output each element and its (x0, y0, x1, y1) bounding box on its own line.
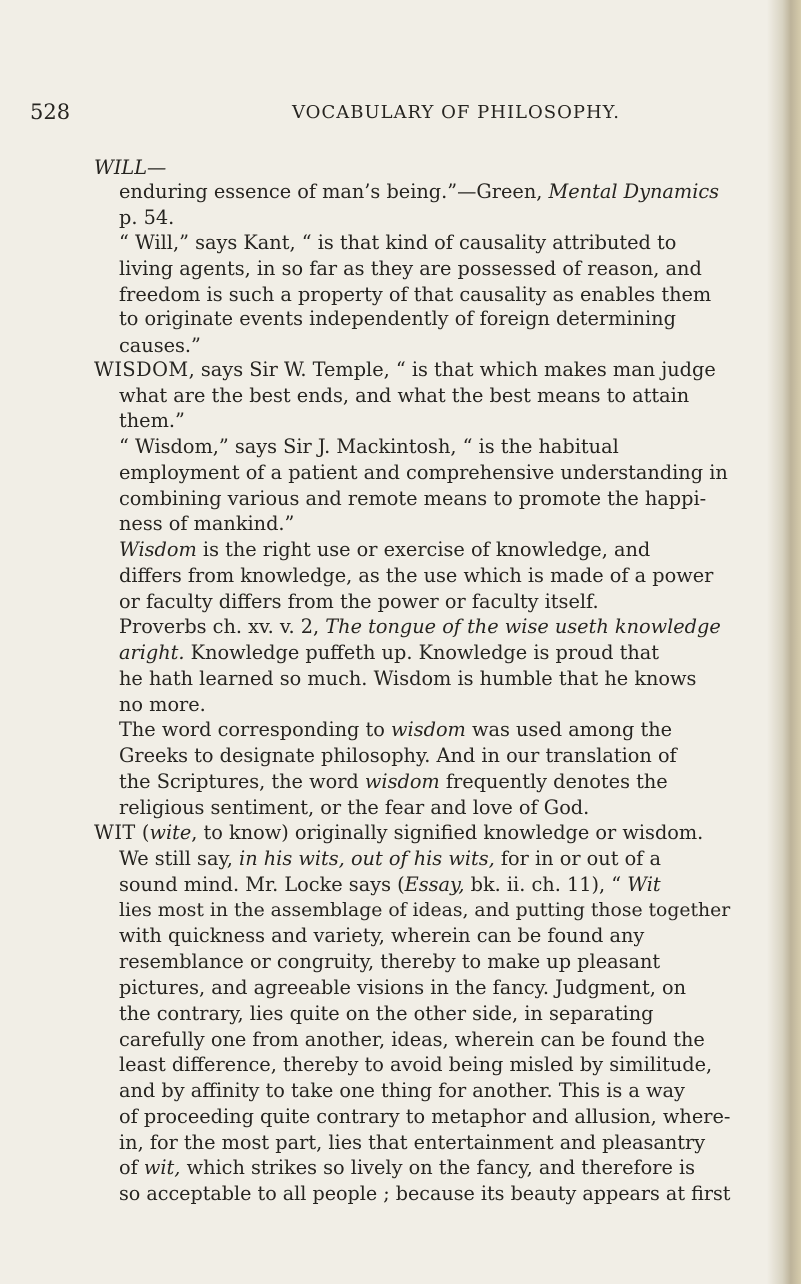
text-line (119, 205, 174, 230)
text-segment: them.” (119, 409, 185, 432)
text-segment: which strikes so lively on the fancy, and therefore is (180, 1156, 696, 1179)
text-line (119, 846, 661, 871)
text-line (119, 306, 676, 331)
text-segment: combining various and remote means to promote the happi- (119, 487, 707, 510)
text-segment: resemblance or congruity, thereby to make up pleasant (119, 950, 661, 973)
text-line (119, 179, 719, 204)
text-segment: living agents, in so far as they are possessed of reason, and (119, 257, 702, 280)
text-segment: with quickness and variety, wherein can be found any (119, 924, 645, 947)
text-segment: Greeks to designate philosophy. And in our translation of (119, 744, 677, 767)
italic-text: Essay, (404, 873, 465, 896)
italic-text: wite (149, 821, 192, 844)
text-segment: pictures, and agreeable visions in the fancy. Judgment, on (119, 976, 687, 999)
page-edge-shadow (767, 0, 801, 1284)
text-segment: employment of a patient and comprehensive understanding in (119, 461, 728, 484)
text-line (119, 1027, 705, 1052)
page-header (30, 100, 730, 130)
text-line (94, 357, 716, 382)
text-segment: p. 54. (119, 206, 175, 229)
text-line (119, 795, 589, 820)
text-line (119, 383, 689, 408)
italic-text: The tongue of the wise useth knowledge (325, 615, 721, 638)
text-line (119, 923, 644, 948)
text-line (119, 563, 713, 588)
text-segment: The word corresponding to (119, 718, 392, 741)
text-line (119, 1052, 712, 1077)
text-line (119, 666, 696, 691)
text-segment: of proceeding quite contrary to metaphor and allusion, where- (119, 1105, 731, 1128)
italic-text: wisdom (391, 718, 466, 741)
text-segment: what are the best ends, and what the best means to attain (119, 384, 690, 407)
text-line (119, 537, 650, 562)
text-line (119, 975, 686, 1000)
text-line (94, 155, 166, 180)
text-line (119, 614, 721, 639)
italic-text: in his wits, out of his wits, (239, 847, 495, 870)
text-segment: enduring essence of man’s being.”—Green, (119, 180, 549, 203)
text-segment: “ Wisdom,” says Sir J. Mackintosh, “ is the habitual (119, 435, 619, 458)
text-segment: so acceptable to all people ; because its beauty appears at first (119, 1182, 731, 1205)
text-line (119, 333, 201, 358)
text-line (119, 511, 294, 536)
text-line (119, 743, 677, 768)
text-segment: was used among the (465, 718, 673, 741)
text-line (119, 872, 661, 897)
italic-text: Mental Dynamics (548, 180, 720, 203)
text-segment: Proverbs ch. xv. v. 2, (119, 615, 326, 638)
italic-text: Wisdom (119, 538, 197, 561)
text-line (119, 256, 702, 281)
text-line (119, 1155, 695, 1180)
text-segment: and by affinity to take one thing for another. This is a way (119, 1079, 685, 1102)
text-segment: for in or out of a (494, 847, 661, 870)
italic-text: wisdom (364, 770, 440, 793)
text-line (119, 1181, 730, 1206)
text-segment: religious sentiment, or the fear and love of God. (119, 796, 590, 819)
text-segment: ness of mankind.” (119, 512, 295, 535)
text-segment: differs from knowledge, as the use which is made of a power (119, 564, 714, 587)
text-segment: carefully one from another, ideas, wherein can be found the (119, 1028, 705, 1051)
text-line (94, 820, 703, 845)
text-segment: in, for the most part, lies that entertainment and pleasantry (119, 1131, 706, 1154)
text-line (119, 408, 185, 433)
text-segment: the Scriptures, the word (119, 770, 365, 793)
text-line (119, 640, 659, 665)
text-segment: causes.” (119, 334, 201, 357)
text-segment: freedom is such a property of that causality as enables them (119, 283, 712, 306)
text-line (119, 486, 706, 511)
text-line (119, 717, 672, 742)
text-segment: bk. ii. ch. 11), “ (464, 873, 628, 896)
headword: WISDOM (94, 358, 189, 381)
text-line (119, 1078, 685, 1103)
text-line (119, 949, 660, 974)
text-segment: or faculty differs from the power or faculty itself. (119, 590, 599, 613)
text-line (119, 589, 599, 614)
text-line (119, 230, 676, 255)
text-line (119, 898, 730, 923)
text-segment: , says Sir W. Temple, “ is that which makes man judge (188, 358, 716, 381)
text-line (119, 769, 668, 794)
running-head: VOCABULARY OF PHILOSOPHY. (292, 102, 620, 123)
text-segment: least difference, thereby to avoid being misled by similitude, (119, 1053, 713, 1076)
italic-text: aright. (119, 641, 185, 664)
text-line (119, 1104, 730, 1129)
text-segment: We still say, (119, 847, 240, 870)
text-segment: , to know) originally signified knowledge or wisdom. (191, 821, 704, 844)
text-segment: frequently denotes the (439, 770, 668, 793)
text-segment: is the right use or exercise of knowledge, and (196, 538, 651, 561)
text-line (119, 1001, 654, 1026)
text-segment: the contrary, lies quite on the other side, in separating (119, 1002, 654, 1025)
italic-text: Wit (627, 873, 661, 896)
text-segment: Knowledge puffeth up. Knowledge is proud that (184, 641, 659, 664)
text-line (119, 282, 711, 307)
text-segment: he hath learned so much. Wisdom is humble that he knows (119, 667, 697, 690)
text-segment: “ Will,” says Kant, “ is that kind of causality attributed to (119, 231, 677, 254)
text-segment: lies most in the assemblage of ideas, and putting those together (119, 900, 731, 921)
text-segment: to originate events independently of foreign determining (119, 307, 676, 330)
text-segment: no more. (119, 693, 206, 716)
text-segment: of (119, 1156, 144, 1179)
text-line (119, 434, 619, 459)
italic-text: WILL— (94, 156, 167, 179)
text-line (119, 1130, 705, 1155)
text-line (119, 460, 728, 485)
headword: WIT (94, 821, 136, 844)
text-line (119, 692, 206, 717)
text-segment: ( (135, 821, 150, 844)
italic-text: wit, (143, 1156, 181, 1179)
text-segment: sound mind. Mr. Locke says ( (119, 873, 405, 896)
page-number: 528 (30, 100, 71, 124)
